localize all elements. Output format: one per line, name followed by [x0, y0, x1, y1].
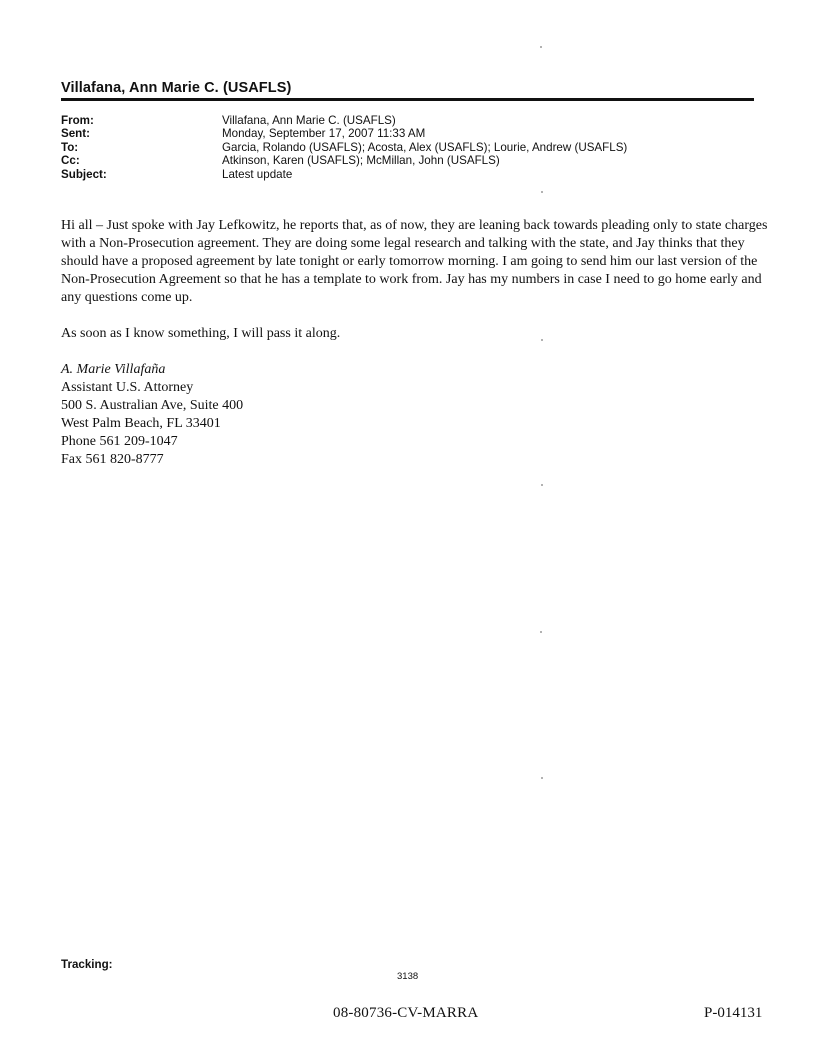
header-divider: [61, 98, 754, 101]
email-body: [61, 217, 771, 469]
signature-title: Assistant U.S. Attorney: [61, 380, 194, 395]
signature-phone: Phone 561 209-1047: [61, 434, 178, 449]
body-paragraph-1: Hi all – Just spoke with Jay Lefkowitz, he reports that, as of now, they are leaning back towards pleading only to state charges with a Non-Prosecution agreement. They are doing some legal research and talking with the state, and Jay thinks that they should have a proposed agreement by late tonight or early tomorrow morning. I am going to send him our last version of the Non-Prosecution Agreement so that he has a template to work from. Jay has my numbers in case I need to go home early and any questions come up.: [61, 218, 768, 305]
signature-fax: Fax 561 820-8777: [61, 452, 164, 467]
page-number: 3138: [397, 971, 419, 982]
from-value: Villafana, Ann Marie C. (USAFLS): [222, 114, 396, 127]
email-header-name: Villafana, Ann Marie C. (USAFLS): [61, 80, 292, 96]
cc-row: [61, 154, 627, 167]
scan-speck: [541, 191, 543, 193]
cc-label: Cc:: [61, 154, 80, 168]
sent-row: [61, 127, 627, 140]
subject-value: Latest update: [222, 167, 293, 181]
sent-value: Monday, September 17, 2007 11:33 AM: [222, 127, 426, 141]
case-number: 08-80736-CV-MARRA: [333, 1005, 479, 1021]
to-value: Garcia, Rolando (USAFLS); Acosta, Alex (USAFLS); Lourie, Andrew (USAFLS): [222, 140, 628, 154]
body-paragraph-2: As soon as I know something, I will pass it along.: [61, 326, 341, 341]
bates-number: P-014131: [704, 1005, 763, 1021]
scan-speck: [541, 339, 543, 341]
scan-speck: [541, 777, 543, 779]
to-label: To:: [61, 140, 79, 154]
subject-label: Subject:: [61, 167, 107, 181]
sent-label: Sent:: [61, 127, 90, 141]
to-row: [61, 141, 627, 154]
cc-value: Atkinson, Karen (USAFLS); McMillan, John (USAFLS): [222, 154, 500, 168]
scan-speck: [540, 631, 542, 633]
subject-row: [61, 168, 627, 181]
scan-speck: [541, 484, 543, 486]
signature-address-line-1: 500 S. Australian Ave, Suite 400: [61, 398, 244, 413]
from-label: From:: [61, 114, 94, 127]
from-row: [61, 114, 627, 127]
scan-speck: [540, 46, 542, 48]
signature-name: A. Marie Villafaña: [61, 362, 166, 377]
email-metadata: [61, 114, 627, 181]
signature-block: [61, 361, 771, 469]
signature-address-line-2: West Palm Beach, FL 33401: [61, 416, 221, 431]
tracking-label: Tracking:: [61, 958, 113, 971]
